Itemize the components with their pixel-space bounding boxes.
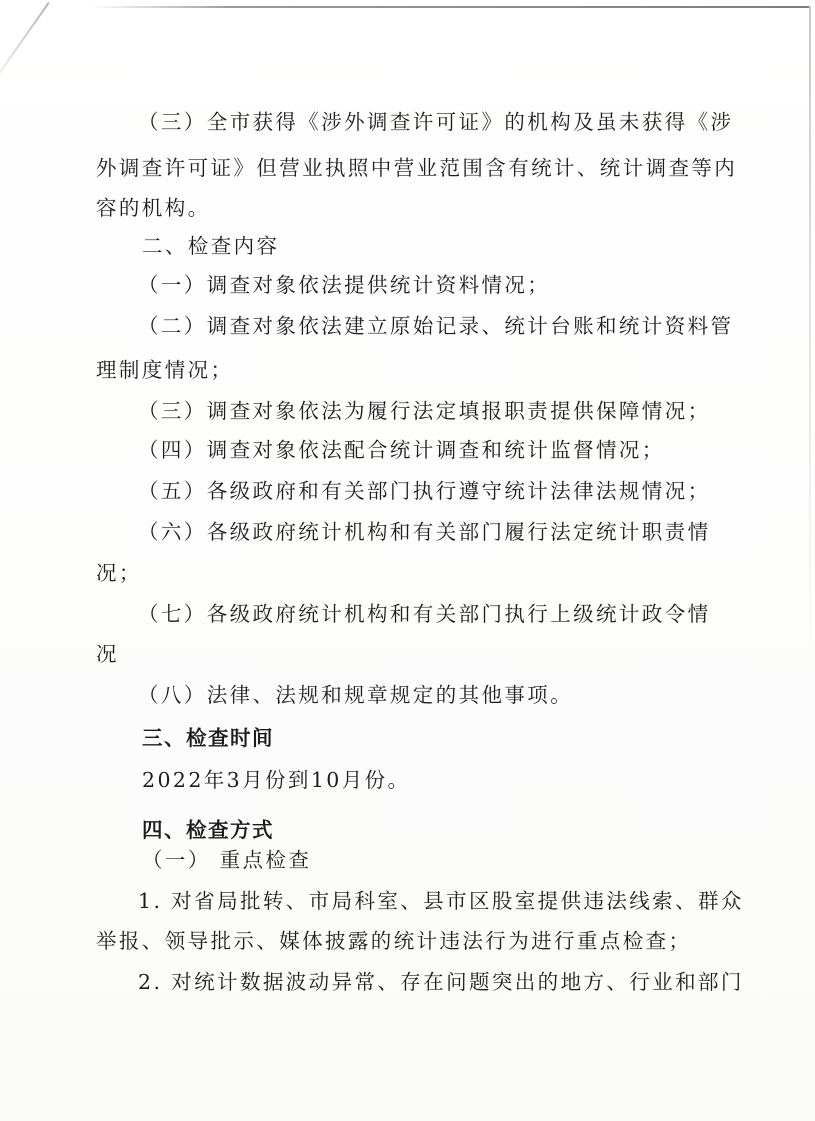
scan-edge: [809, 6, 811, 1106]
paragraph-line: （三）全市获得《涉外调查许可证》的机构及虽未获得《涉: [138, 110, 734, 134]
paragraph-line: （八）法律、法规和规章规定的其他事项。: [138, 683, 574, 707]
subsection-heading: （一） 重点检查: [142, 848, 312, 872]
paragraph-line: （六）各级政府统计机构和有关部门履行法定统计职责情: [138, 520, 711, 544]
paragraph-line: 2. 对统计数据波动异常、存在问题突出的地方、行业和部门: [138, 970, 744, 994]
paragraph-line: 举报、领导批示、媒体披露的统计违法行为进行重点检查；: [96, 929, 692, 953]
paragraph-line: 况: [96, 642, 119, 666]
scan-edge: [90, 6, 810, 8]
paragraph-line: 容的机构。: [96, 196, 211, 220]
paragraph-line: （二）调查对象依法建立原始记录、统计台账和统计资料管: [138, 314, 734, 338]
paragraph-line: 理制度情况；: [96, 358, 234, 382]
scan-edge: [0, 2, 50, 93]
paragraph-line: （七）各级政府统计机构和有关部门执行上级统计政令情: [138, 602, 711, 626]
paragraph-line: （四）调查对象依法配合统计调查和统计监督情况；: [138, 438, 665, 462]
section-heading: 四、检查方式: [142, 818, 274, 842]
paragraph-line: 1. 对省局批转、市局科室、县市区股室提供违法线索、群众: [138, 889, 744, 913]
paragraph-line: （一）调查对象依法提供统计资料情况；: [138, 273, 551, 297]
section-heading: 三、检查时间: [142, 726, 274, 750]
paragraph-line: 外调查许可证》但营业执照中营业范围含有统计、统计调查等内: [96, 156, 738, 180]
paragraph-line: （三）调查对象依法为履行法定填报职责提供保障情况；: [138, 399, 711, 423]
paragraph-line: 2022年3月份到10月份。: [142, 768, 411, 792]
section-heading: 二、检查内容: [142, 234, 280, 258]
paragraph-line: 况；: [96, 561, 142, 585]
paragraph-line: （五）各级政府和有关部门执行遵守统计法律法规情况；: [138, 479, 711, 503]
